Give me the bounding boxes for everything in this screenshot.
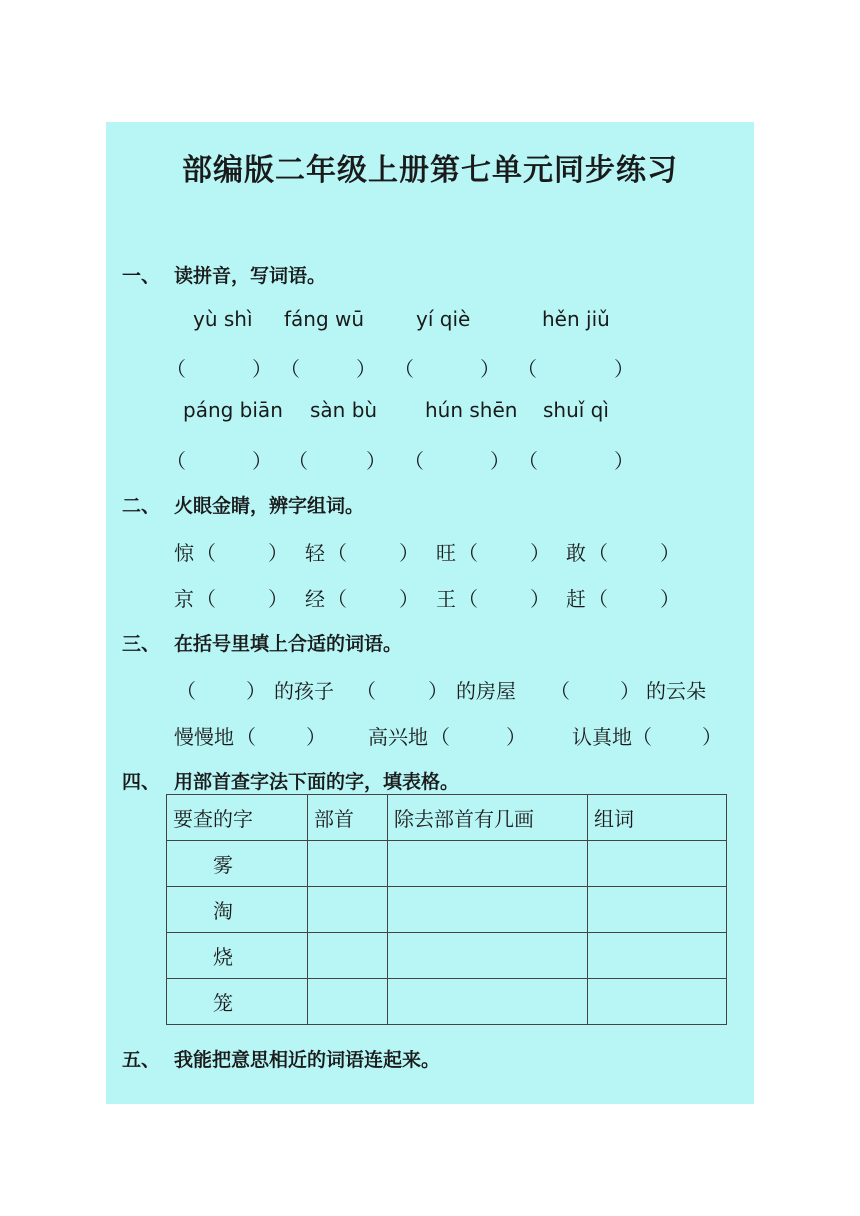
paren-close: ） (428, 679, 448, 703)
section-2-heading (122, 491, 364, 518)
paren-open: （ (166, 357, 186, 381)
section-number: 一、 (122, 265, 161, 287)
paren-close: ） (702, 725, 722, 749)
paren-open: （ (236, 725, 256, 749)
paren-close: ） (356, 357, 376, 381)
paren-open: （ (280, 357, 300, 381)
section-5-heading (122, 1045, 440, 1072)
paren-close: ） (660, 541, 680, 565)
table-header: 组词 (588, 795, 727, 841)
paren-open: （ (196, 541, 216, 565)
table-row (167, 841, 727, 887)
section-label: 我能把意思相近的词语连起来。 (174, 1049, 441, 1071)
pinyin-item: yù shì (193, 307, 253, 331)
paren-open: （ (327, 541, 347, 565)
char-item: 赶 (566, 587, 586, 611)
table-cell-char: 淘 (167, 887, 308, 933)
paren-close: ） (399, 587, 419, 611)
paren-open: （ (288, 449, 308, 473)
paren-open: （ (458, 587, 478, 611)
paren-close: ） (480, 357, 500, 381)
char-item: 旺 (436, 541, 456, 565)
table-cell-empty[interactable] (388, 887, 588, 933)
paren-open: （ (166, 449, 186, 473)
char-item: 敢 (566, 541, 586, 565)
table-row (167, 887, 727, 933)
paren-close: ） (252, 449, 272, 473)
table-cell-empty[interactable] (588, 979, 727, 1025)
radical-lookup-table (166, 794, 727, 1025)
table-cell-char: 烧 (167, 933, 308, 979)
paren-open: （ (327, 587, 347, 611)
fill-phrase: 高兴地 (368, 725, 428, 749)
pinyin-item: yí qiè (416, 307, 471, 331)
section-label: 在括号里填上合适的词语。 (174, 633, 403, 655)
paren-close: ） (506, 725, 526, 749)
table-row (167, 933, 727, 979)
paren-close: ） (268, 587, 288, 611)
section-1-heading (122, 261, 326, 288)
paren-close: ） (660, 587, 680, 611)
paren-close: ） (399, 541, 419, 565)
char-item: 王 (436, 587, 456, 611)
paren-close: ） (490, 449, 510, 473)
section-number: 四、 (122, 771, 161, 793)
table-cell-empty[interactable] (588, 933, 727, 979)
pinyin-item: páng biān (183, 398, 283, 422)
paren-open: （ (356, 679, 376, 703)
table-header: 要查的字 (167, 795, 308, 841)
fill-phrase: 认真地 (572, 725, 632, 749)
table-cell-empty[interactable] (308, 933, 388, 979)
section-4-heading (122, 767, 459, 794)
table-cell-empty[interactable] (388, 841, 588, 887)
section-number: 五、 (122, 1049, 161, 1071)
paren-open: （ (430, 725, 450, 749)
paren-open: （ (588, 587, 608, 611)
fill-phrase: 的孩子 (274, 679, 334, 703)
section-3-heading (122, 629, 402, 656)
char-item: 经 (305, 587, 325, 611)
table-cell-empty[interactable] (308, 887, 388, 933)
paren-close: ） (614, 449, 634, 473)
section-label: 用部首查字法下面的字，填表格。 (174, 771, 460, 793)
paren-close: ） (246, 679, 266, 703)
paren-close: ） (306, 725, 326, 749)
pinyin-item: sàn bù (310, 398, 378, 422)
char-item: 轻 (305, 541, 325, 565)
page-title: 部编版二年级上册第七单元同步练习 (182, 153, 678, 188)
paren-open: （ (550, 679, 570, 703)
table-header: 部首 (308, 795, 388, 841)
fill-phrase: 慢慢地 (174, 725, 234, 749)
table-cell-empty[interactable] (308, 979, 388, 1025)
fill-phrase: 的房屋 (456, 679, 516, 703)
paren-close: ） (614, 357, 634, 381)
table-cell-empty[interactable] (388, 933, 588, 979)
paren-close: ） (252, 357, 272, 381)
table-cell-char: 雾 (167, 841, 308, 887)
pinyin-item: hěn jiǔ (542, 307, 610, 331)
section-label: 火眼金睛，辨字组词。 (174, 495, 365, 517)
paren-open: （ (588, 541, 608, 565)
paren-close: ） (530, 587, 550, 611)
table-header: 除去部首有几画 (388, 795, 588, 841)
table-cell-empty[interactable] (388, 979, 588, 1025)
pinyin-item: hún shēn (425, 398, 518, 422)
paren-open: （ (196, 587, 216, 611)
section-label: 读拼音，写词语。 (174, 265, 327, 287)
table-cell-char: 笼 (167, 979, 308, 1025)
section-number: 三、 (122, 633, 161, 655)
paren-open: （ (176, 679, 196, 703)
table-header-row (167, 795, 727, 841)
paren-close: ） (620, 679, 640, 703)
table-cell-empty[interactable] (308, 841, 388, 887)
paren-open: （ (394, 357, 414, 381)
pinyin-item: fáng wū (284, 307, 365, 331)
paren-open: （ (404, 449, 424, 473)
fill-phrase: 的云朵 (646, 679, 706, 703)
section-number: 二、 (122, 495, 161, 517)
paren-close: ） (268, 541, 288, 565)
pinyin-item: shuǐ qì (543, 398, 609, 422)
paren-close: ） (530, 541, 550, 565)
char-item: 惊 (174, 541, 194, 565)
table-cell-empty[interactable] (588, 887, 727, 933)
paren-open: （ (517, 357, 537, 381)
paren-close: ） (366, 449, 386, 473)
char-item: 京 (174, 587, 194, 611)
paren-open: （ (518, 449, 538, 473)
table-row (167, 979, 727, 1025)
paren-open: （ (632, 725, 652, 749)
table-cell-empty[interactable] (588, 841, 727, 887)
paren-open: （ (458, 541, 478, 565)
